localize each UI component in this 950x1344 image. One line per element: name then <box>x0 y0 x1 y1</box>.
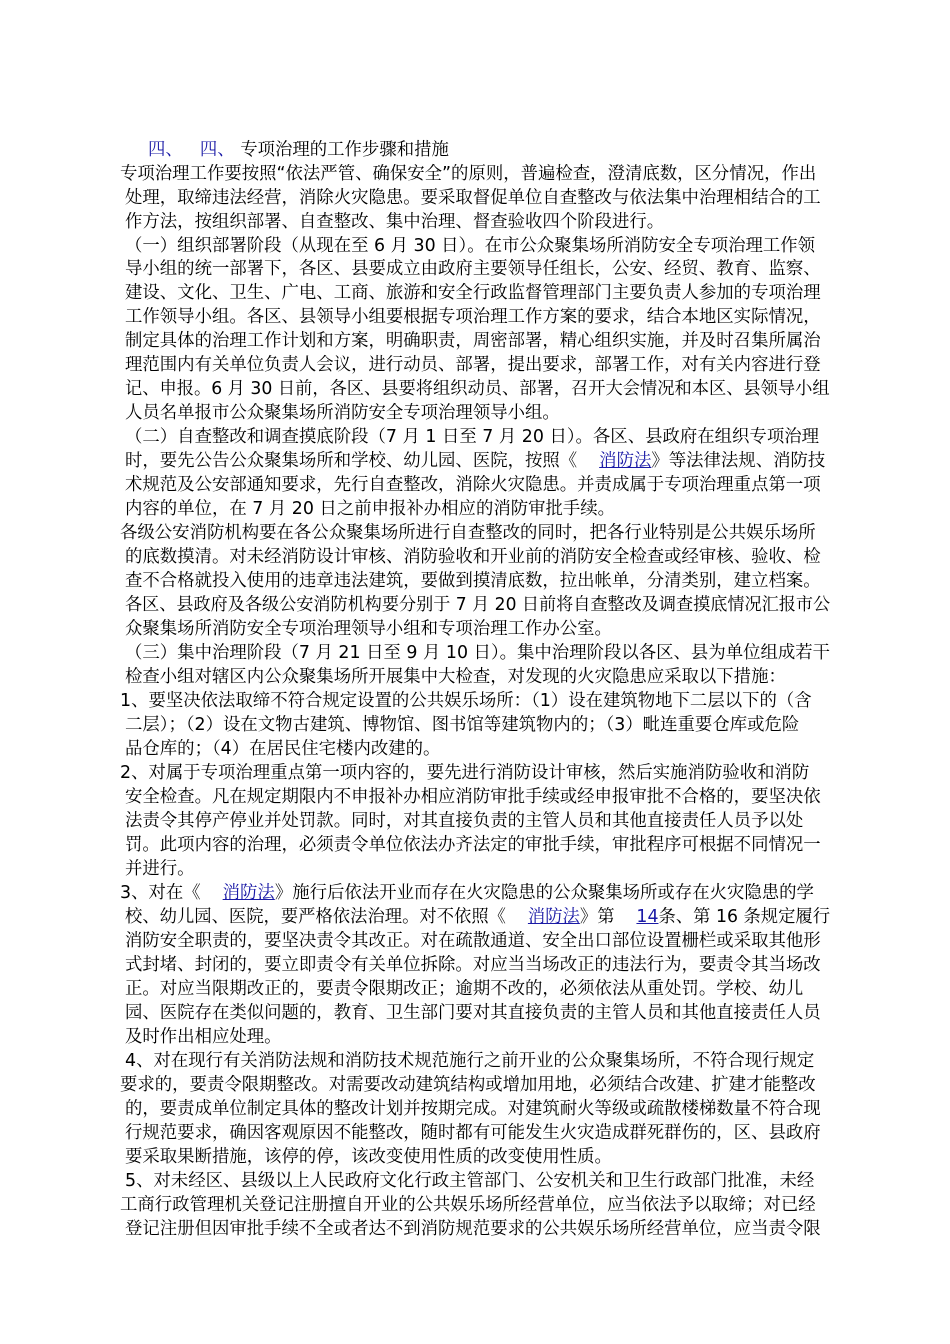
paragraph-line: 众聚集场所消防安全专项治理领导小组和专项治理工作办公室。 <box>125 619 612 639</box>
line-text: 时，要先公告公众聚集场所和学校、幼儿园、医院，按照《 <box>125 451 578 471</box>
paragraph-line: 5、对未经区、县级以上人民政府文化行政主管部门、公安机关和卫生行政部门批准，未经 <box>125 1171 815 1191</box>
paragraph-line: （一）组织部署阶段（从现在至 6 月 30 日）。在市公众聚集场所消防安全专项治理工作领 <box>125 236 816 256</box>
line-text: 》施行后依法开业而存在火灾隐患的公众聚集场所或存在火灾隐患的学 <box>274 883 814 903</box>
paragraph-line: 专项治理工作要按照“依法严管、确保安全”的原则，普遍检查，澄清底数，区分情况，作出 <box>120 164 817 184</box>
heading-number: 四、 <box>199 140 235 160</box>
paragraph-line: 术规范及公安部通知要求，先行自查整改，消除火灾隐患。并责成属于专项治理重点第一项 <box>125 475 821 495</box>
line-text: 3、对在《 <box>120 883 201 903</box>
paragraph-line: （三）集中治理阶段（7 月 21 日至 9 月 10 日）。集中治理阶段以各区、县为单位组成若干 <box>125 643 831 663</box>
paragraph-line: 4、对在现行有关消防法规和消防技术规范施行之前开业的公众聚集场所，不符合现行规定 <box>125 1051 815 1071</box>
paragraph-line: （二）自查整改和调查摸底阶段（7 月 1 日至 7 月 20 日）。各区、县政府在组织专项治理 <box>125 427 819 447</box>
paragraph-line: 制定具体的治理工作计划和方案，明确职责，周密部署，精心组织实施，并及时召集所属治 <box>125 331 821 351</box>
paragraph-line: 消防安全职责的，要坚决责令其改正。对在疏散通道、安全出口部位设置栅栏或采取其他形 <box>125 931 821 951</box>
paragraph-line: 正。对应当限期改正的，要责令限期改正；逾期不改的，必须依法从重处罚。学校、幼儿 <box>125 979 804 999</box>
paragraph-line: 理范围内有关单位负责人会议，进行动员、部署，提出要求，部署工作，对有关内容进行登 <box>125 355 821 375</box>
fire-law-link[interactable]: 消防法 <box>222 883 275 903</box>
paragraph-line: 二层）；（2）设在文物古建筑、博物馆、图书馆等建筑物内的；（3）毗连重要仓库或危险 <box>125 715 800 735</box>
paragraph-line: 1、要坚决依法取缔不符合规定设置的公共娱乐场所：（1）设在建筑物地下二层以下的（含 <box>120 691 812 711</box>
paragraph-line: 式封堵、封闭的，要立即责令有关单位拆除。对应当当场改正的违法行为，要责令其当场改 <box>125 955 821 975</box>
line-text: 校、幼儿园、医院，要严格依法治理。对不依照《 <box>125 907 507 927</box>
paragraph-line: 检查小组对辖区内公众聚集场所开展集中大检查，对发现的火灾隐患应采取以下措施： <box>125 667 786 687</box>
paragraph-line: 安全检查。凡在规定期限内不申报补办相应消防审批手续或经申报审批不合格的，要坚决依 <box>125 787 821 807</box>
paragraph-line: 内容的单位，在 7 月 20 日之前申报补办相应的消防审批手续。 <box>125 499 616 519</box>
paragraph-line: 记、申报。6 月 30 日前，各区、县要将组织动员、部署，召开大会情况和本区、县领导小组 <box>125 379 830 399</box>
fire-law-link[interactable]: 消防法 <box>527 907 580 927</box>
paragraph-line: 查不合格就投入使用的违章违法建筑，要做到摸清底数，拉出帐单，分清类别，建立档案。 <box>125 571 821 591</box>
heading-title: 专项治理的工作步骤和措施 <box>240 140 449 160</box>
paragraph-line: 品仓库的；（4）在居民住宅楼内改建的。 <box>125 739 441 759</box>
paragraph-line: 行规范要求，确因客观原因不能整改，随时都有可能发生火灾造成群死群伤的，区、县政府 <box>125 1123 821 1143</box>
line-text: 》第 <box>579 907 615 927</box>
paragraph-line: 作方法，按组织部署、自查整改、集中治理、督查验收四个阶段进行。 <box>125 212 665 232</box>
paragraph-line: 并进行。 <box>125 859 195 879</box>
paragraph-line: 建设、文化、卫生、广电、工商、旅游和安全行政监督管理部门主要负责人参加的专项治理 <box>125 283 821 303</box>
paragraph-line: 处理，取缔违法经营，消除火灾隐患。要采取督促单位自查整改与依法集中治理相结合的工 <box>125 188 821 208</box>
paragraph-line: 2、对属于专项治理重点第一项内容的，要先进行消防设计审核，然后实施消防验收和消防 <box>120 763 810 783</box>
paragraph-line: 的底数摸清。对未经消防设计审核、消防验收和开业前的消防安全检查或经审核、验收、检 <box>125 547 821 567</box>
section-heading <box>148 139 449 162</box>
paragraph-line: 登记注册但因审批手续不全或者达不到消防规范要求的公共娱乐场所经营单位，应当责令限 <box>125 1219 821 1239</box>
paragraph-line: 园、医院存在类似问题的，教育、卫生部门要对其直接负责的主管人员和其他直接责任人员 <box>125 1003 821 1023</box>
paragraph-line: 导小组的统一部署下，各区、县要成立由政府主要领导任组长，公安、经贸、教育、监察、 <box>125 259 821 279</box>
paragraph-line: 工作领导小组。各区、县领导小组要根据专项治理工作方案的要求，结合本地区实际情况， <box>125 307 821 327</box>
paragraph-line: 的，要责成单位制定具体的整改计划并按期完成。对建筑耐火等级或疏散楼梯数量不符合现 <box>125 1099 821 1119</box>
paragraph-line: 罚。此项内容的治理，必须责令单位依法办齐法定的审批手续，审批程序可根据不同情况一 <box>125 835 821 855</box>
line-text: 》等法律法规、消防技 <box>651 451 826 471</box>
paragraph-line: 要采取果断措施，该停的停，该改变使用性质的改变使用性质。 <box>125 1147 612 1167</box>
paragraph-line: 及时作出相应处理。 <box>125 1027 282 1047</box>
paragraph-line: 要求的，要责令限期整改。对需要改动建筑结构或增加用地，必须结合改建、扩建才能整改 <box>120 1075 816 1095</box>
line-text: 条、第 16 条规定履行 <box>658 907 831 927</box>
fire-law-link[interactable]: 消防法 <box>599 451 652 471</box>
article-14-link[interactable]: 14 <box>636 907 659 927</box>
paragraph-line <box>125 906 830 929</box>
paragraph-line: 法责令其停产停业并处罚款。同时，对其直接负责的主管人员和其他直接责任人员予以处 <box>125 811 804 831</box>
paragraph-line: 各级公安消防机构要在各公众聚集场所进行自查整改的同时，把各行业特别是公共娱乐场所 <box>120 523 816 543</box>
paragraph-line: 各区、县政府及各级公安消防机构要分别于 7 月 20 日前将自查整改及调查摸底情况汇报市公 <box>125 595 831 615</box>
heading-number: 四、 <box>148 140 183 160</box>
paragraph-line: 工商行政管理机关登记注册擅自开业的公共娱乐场所经营单位，应当依法予以取缔；对已经 <box>120 1195 816 1215</box>
paragraph-line <box>120 882 814 905</box>
paragraph-line <box>125 450 825 473</box>
paragraph-line: 人员名单报市公众聚集场所消防安全专项治理领导小组。 <box>125 403 560 423</box>
